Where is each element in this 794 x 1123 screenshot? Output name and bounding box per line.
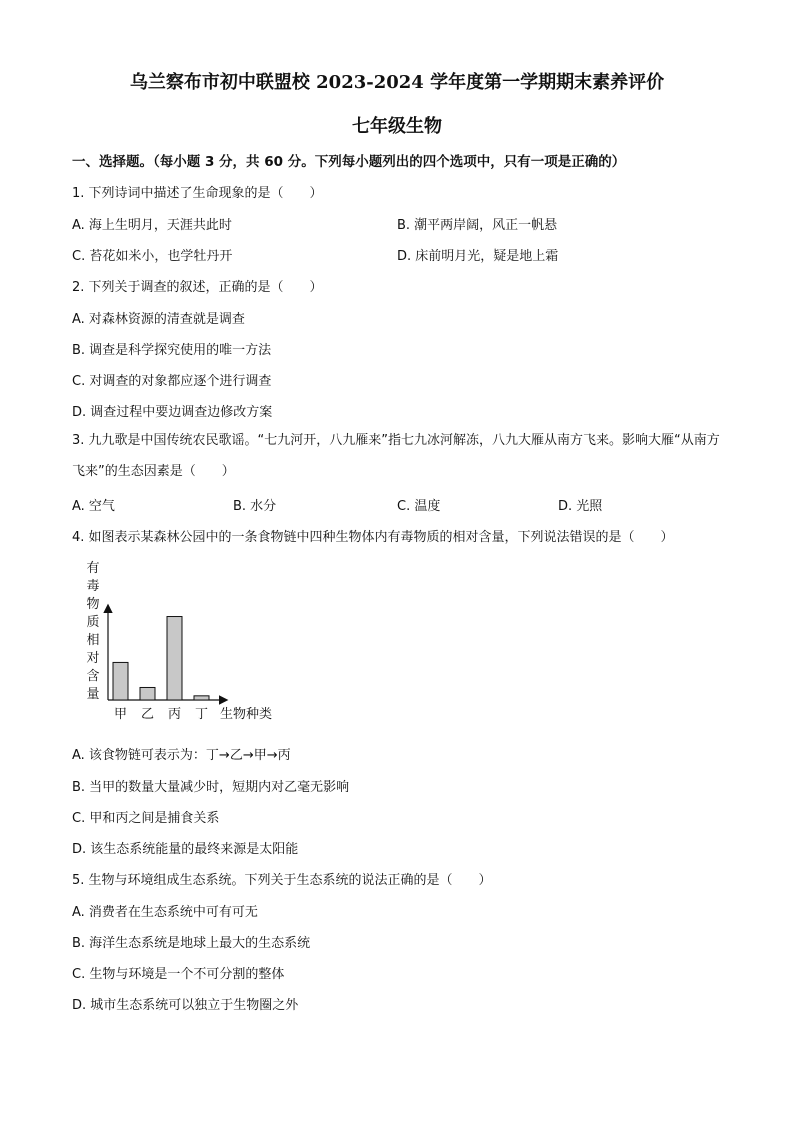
- question-5-option-a: A. 消费者在生态系统中可有可无: [72, 905, 258, 920]
- question-3-option-b: B. 水分: [233, 499, 277, 514]
- question-3-option-a: A. 空气: [72, 499, 115, 514]
- y-label-char: 毒: [86, 579, 100, 594]
- x-tick-label-2: 丙: [167, 707, 182, 722]
- question-2-option-c: C. 对调查的对象都应逐个进行调查: [72, 374, 272, 389]
- bar-1: [140, 687, 155, 700]
- question-1-option-a: A. 海上生明月，天涯共此时: [72, 218, 232, 233]
- bar-3: [194, 696, 209, 700]
- question-4-option-c: C. 甲和丙之间是捕食关系: [72, 811, 220, 826]
- question-2-stem: 2. 下列关于调查的叙述，正确的是（ ）: [72, 280, 323, 295]
- question-2-option-a: A. 对森林资源的清查就是调查: [72, 312, 245, 327]
- toxin-bar-chart: [80, 556, 300, 728]
- y-label-char: 对: [86, 651, 100, 666]
- question-5-option-c: C. 生物与环境是一个不可分割的整体: [72, 967, 285, 982]
- question-5-option-d: D. 城市生态系统可以独立于生物圈之外: [72, 998, 299, 1013]
- question-3-stem: 3. 九九歌是中国传统农民歌谣。“七九河开，八九雁来”指七九冰河解冻，八九大雁从南方飞来。影响大雁“从南方飞来”的生态因素是（ ）: [72, 433, 720, 479]
- y-axis-label: [86, 561, 99, 702]
- x-tick-label-3: 丁: [194, 707, 209, 722]
- bar-0: [113, 662, 128, 700]
- question-1-option-c: C. 苔花如米小，也学牡丹开: [72, 249, 233, 264]
- exam-title: 乌兰察布市初中联盟校 2023-2024 学年度第一学期期末素养评价: [129, 72, 665, 93]
- question-4-stem: 4. 如图表示某森林公园中的一条食物链中四种生物体内有毒物质的相对含量，下列说法错误的是（ ）: [72, 530, 674, 545]
- y-label-char: 物: [86, 597, 100, 612]
- y-label-char: 量: [86, 687, 100, 702]
- question-2-option-d: D. 调查过程中要边调查边修改方案: [72, 405, 273, 420]
- x-tick-label-0: 甲: [113, 707, 128, 722]
- bar-2: [167, 617, 182, 700]
- y-label-char: 相: [86, 633, 100, 648]
- question-4-option-b: B. 当甲的数量大量减少时，短期内对乙毫无影响: [72, 780, 350, 795]
- y-label-char: 有: [86, 561, 100, 576]
- question-1-option-b: B. 潮平两岸阔，风正一帆悬: [397, 218, 558, 233]
- question-3-option-d: D. 光照: [558, 499, 603, 514]
- question-4-option-d: D. 该生态系统能量的最终来源是太阳能: [72, 842, 299, 857]
- exam-subtitle: 七年级生物: [352, 116, 442, 137]
- question-5-option-b: B. 海洋生态系统是地球上最大的生态系统: [72, 936, 311, 951]
- x-tick-label-1: 乙: [140, 707, 155, 722]
- question-1-option-d: D. 床前明月光，疑是地上霜: [397, 249, 559, 264]
- question-2-option-b: B. 调查是科学探究使用的唯一方法: [72, 343, 272, 358]
- x-axis-label: 生物种类: [220, 707, 273, 722]
- question-4-option-a: A. 该食物链可表示为：丁→乙→甲→丙: [72, 748, 291, 763]
- question-5-stem: 5. 生物与环境组成生态系统。下列关于生态系统的说法正确的是（ ）: [72, 873, 492, 888]
- question-3-option-c: C. 温度: [397, 499, 441, 514]
- question-1-stem: 1. 下列诗词中描述了生命现象的是（ ）: [72, 186, 323, 201]
- y-label-char: 含: [86, 669, 100, 684]
- y-label-char: 质: [86, 615, 100, 630]
- section-heading: 一、选择题。（每小题 3 分，共 60 分。下列每小题列出的四个选项中，只有一项是正确的）: [72, 154, 626, 170]
